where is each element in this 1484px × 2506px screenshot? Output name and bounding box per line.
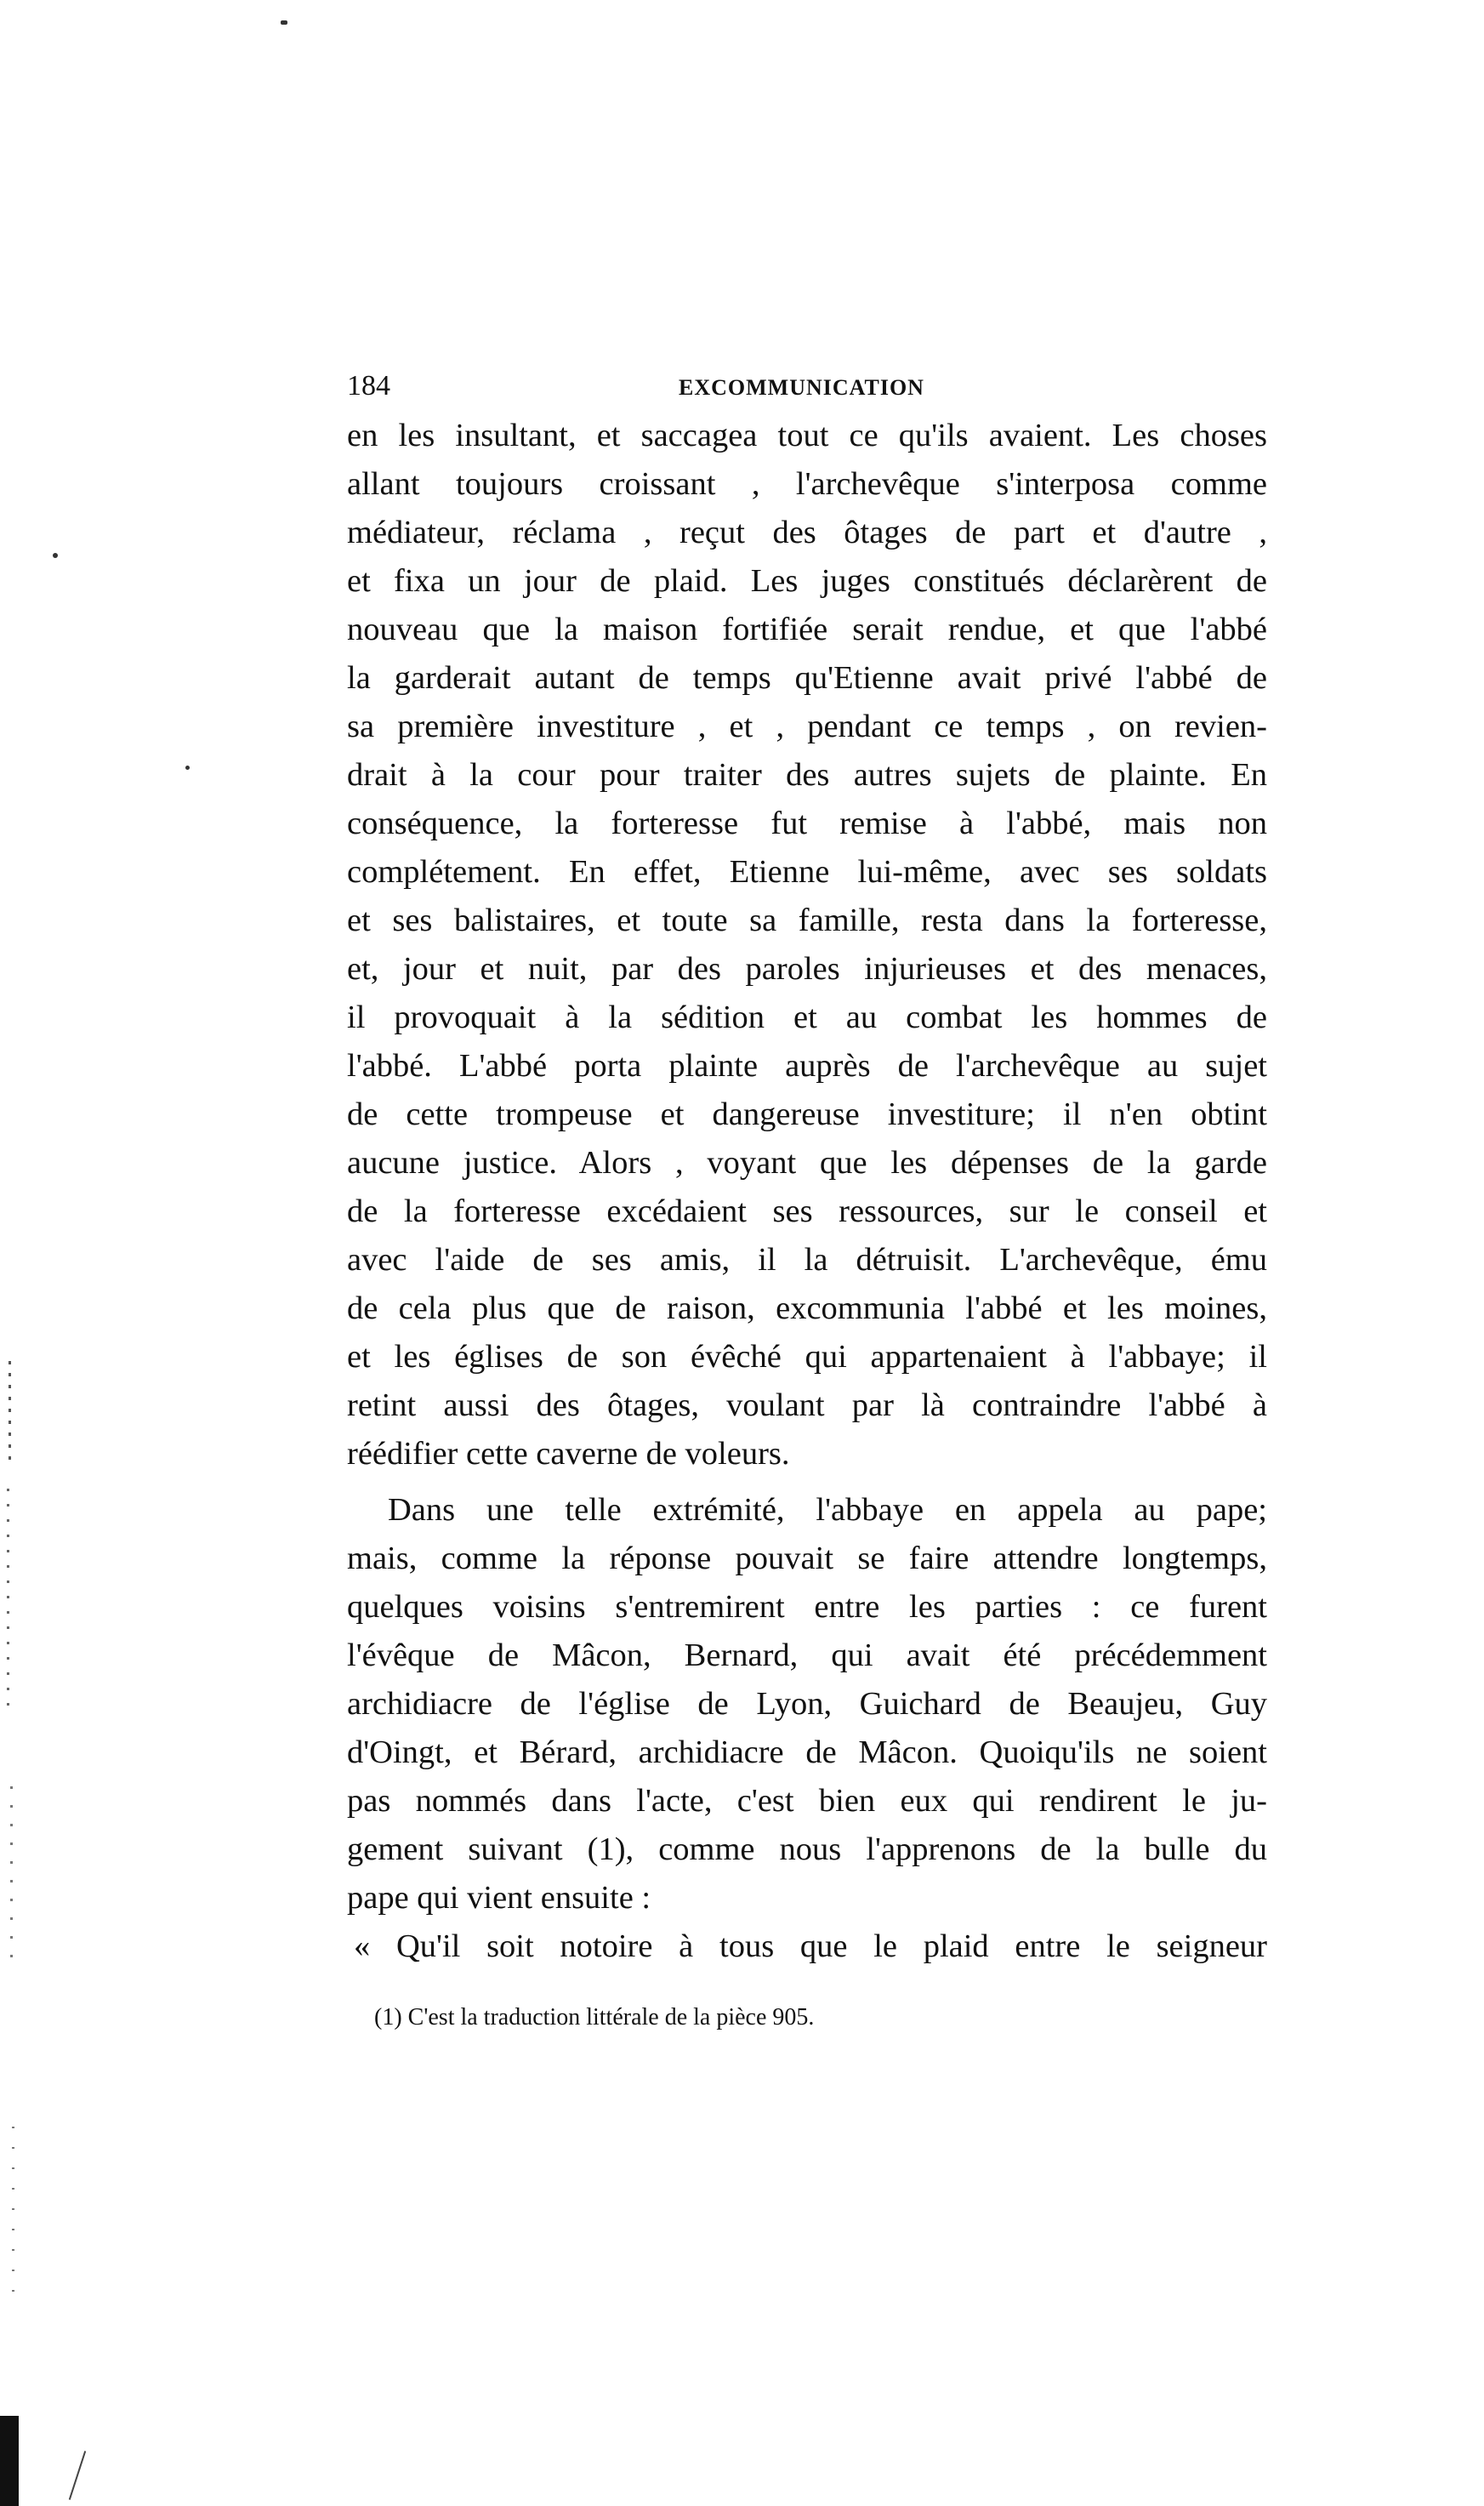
text-line: médiateur, réclama , reçut des ôtages de part et d'autre , [347, 515, 1267, 550]
scan-mark [12, 2127, 14, 2297]
scan-mark [9, 1361, 11, 1463]
text-line: de cela plus que de raison, excommunia l'abbé et les moines, [347, 1290, 1267, 1326]
scan-mark [69, 2451, 86, 2500]
text-line: de la forteresse excédaient ses ressources, sur le conseil et [347, 1193, 1267, 1229]
text-line: allant toujours croissant , l'archevêque s'interposa comme [347, 466, 1267, 502]
page-number: 184 [347, 370, 390, 402]
text-line: complétement. En effet, Etienne lui-même, avec ses soldats [347, 854, 1267, 890]
text-line: drait à la cour pour traiter des autres sujets de plainte. En [347, 757, 1267, 793]
text-line: réédifier cette caverne de voleurs. [347, 1436, 790, 1472]
text-line: et fixa un jour de plaid. Les juges constitués déclarèrent de [347, 563, 1267, 599]
text-line: nouveau que la maison fortifiée serait rendue, et que l'abbé [347, 612, 1267, 647]
text-line: gement suivant (1), comme nous l'apprenons de la bulle du [347, 1831, 1267, 1867]
text-line: de cette trompeuse et dangereuse investiture; il n'en obtint [347, 1096, 1267, 1132]
text-line: conséquence, la forteresse fut remise à l'abbé, mais non [347, 806, 1267, 841]
scan-edge-bar [0, 2416, 19, 2506]
text-line: il provoquait à la sédition et au combat les hommes de [347, 1000, 1267, 1035]
page-header [347, 367, 1265, 405]
footnote: (1) C'est la traduction littérale de la pièce 905. [374, 2004, 815, 2030]
scan-mark [7, 1489, 9, 1710]
text-line: quelques voisins s'entremirent entre les parties : ce furent [347, 1589, 1267, 1625]
text-line: pas nommés dans l'acte, c'est bien eux qui rendirent le ju- [347, 1783, 1267, 1819]
text-line: pape qui vient ensuite : [347, 1880, 651, 1916]
text-line: l'abbé. L'abbé porta plainte auprès de l'archevêque au sujet [347, 1048, 1267, 1084]
text-line: avec l'aide de ses amis, il la détruisit. L'archevêque, ému [347, 1242, 1267, 1278]
text-line: sa première investiture , et , pendant ce temps , on revien- [347, 709, 1267, 744]
text-line: en les insultant, et saccagea tout ce qu'ils avaient. Les choses [347, 418, 1267, 453]
text-line: Dans une telle extrémité, l'abbaye en appela au pape; [388, 1492, 1267, 1528]
text-line: et ses balistaires, et toute sa famille, resta dans la forteresse, [347, 903, 1267, 938]
scan-speck [281, 20, 287, 25]
scan-speck [185, 766, 190, 770]
text-line: et les églises de son évêché qui appartenaient à l'abbaye; il [347, 1339, 1267, 1375]
scan-mark [10, 1786, 13, 1973]
text-line: l'évêque de Mâcon, Bernard, qui avait été précédemment [347, 1637, 1267, 1673]
text-line: « Qu'il soit notoire à tous que le plaid entre le seigneur [354, 1928, 1267, 1964]
text-line: retint aussi des ôtages, voulant par là contraindre l'abbé à [347, 1387, 1267, 1423]
text-line: archidiacre de l'église de Lyon, Guichard de Beaujeu, Guy [347, 1686, 1267, 1722]
scan-speck [53, 553, 58, 558]
running-title: EXCOMMUNICATION [679, 375, 924, 400]
text-line: aucune justice. Alors , voyant que les dépenses de la garde [347, 1145, 1267, 1181]
text-line: mais, comme la réponse pouvait se faire attendre longtemps, [347, 1541, 1267, 1576]
text-line: d'Oingt, et Bérard, archidiacre de Mâcon. Quoiqu'ils ne soient [347, 1734, 1267, 1770]
body-text [347, 412, 1267, 1971]
text-line: la garderait autant de temps qu'Etienne avait privé l'abbé de [347, 660, 1267, 696]
text-line: et, jour et nuit, par des paroles injurieuses et des menaces, [347, 951, 1267, 987]
